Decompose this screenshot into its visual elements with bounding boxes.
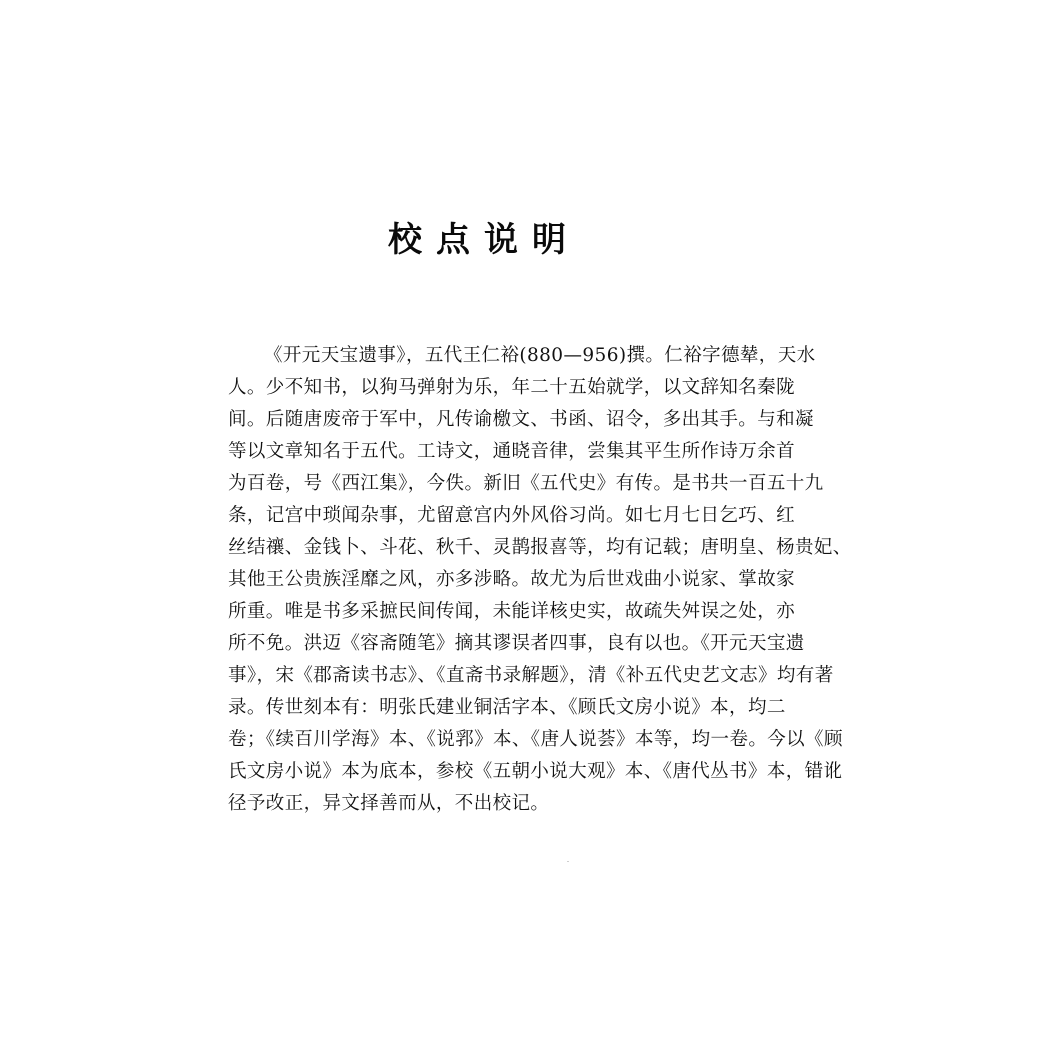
paragraph-line-7: 丝结禳、金钱卜、斗花、秋千、灵鹊报喜等，均有记载；唐明皇、杨贵妃、	[228, 537, 852, 558]
paragraph-line-5: 为百卷，号《西江集》，今佚。新旧《五代史》有传。是书共一百五十九	[228, 473, 824, 494]
paragraph-line-6: 条，记宫中琐闻杂事，尤留意宫内外风俗习尚。如七月七日乞巧、红	[228, 505, 796, 526]
paragraph-line-10: 所不免。洪迈《容斋随笔》摘其谬误者四事，良有以也。《开元天宝遗	[228, 633, 805, 654]
paragraph-line-3: 间。后随唐废帝于军中，凡传谕檄文、书函、诏令，多出其手。与和凝	[228, 409, 814, 430]
page-title: 校点说明	[388, 220, 580, 260]
paragraph-line-8: 其他王公贵族淫靡之风，亦多涉略。故尤为后世戏曲小说家、掌故家	[228, 569, 796, 590]
paragraph-line-2: 人。少不知书，以狗马弹射为乐，年二十五始就学，以文辞知名秦陇	[228, 377, 796, 398]
paragraph-line-12: 录。传世刻本有：明张氏建业铜活字本、《顾氏文房小说》本，均二	[228, 697, 786, 718]
paragraph-line-1: 《开元天宝遗事》，五代王仁裕(880—956)撰。仁裕字德辇，天水	[264, 345, 816, 366]
paragraph-line-11: 事》，宋《郡斋读书志》、《直斋书录解题》，清《补五代史艺文志》均有著	[228, 665, 834, 686]
paragraph-line-9: 所重。唯是书多采摭民间传闻，未能详核史实，故疏失舛误之处，亦	[228, 601, 796, 622]
body-paragraph	[228, 340, 852, 820]
paragraph-line-15: 径予改正，异文择善而从，不出校记。	[228, 793, 550, 814]
paragraph-line-13: 卷；《续百川学海》本、《说郛》本、《唐人说荟》本等，均一卷。今以《顾	[228, 729, 843, 750]
paragraph-line-14: 氏文房小说》本为底本，参校《五朝小说大观》本、《唐代丛书》本，错讹	[228, 761, 843, 782]
paragraph-line-4: 等以文章知名于五代。工诗文，通晓音律，尝集其平生所作诗万余首	[228, 441, 796, 462]
scan-speck	[567, 861, 569, 862]
